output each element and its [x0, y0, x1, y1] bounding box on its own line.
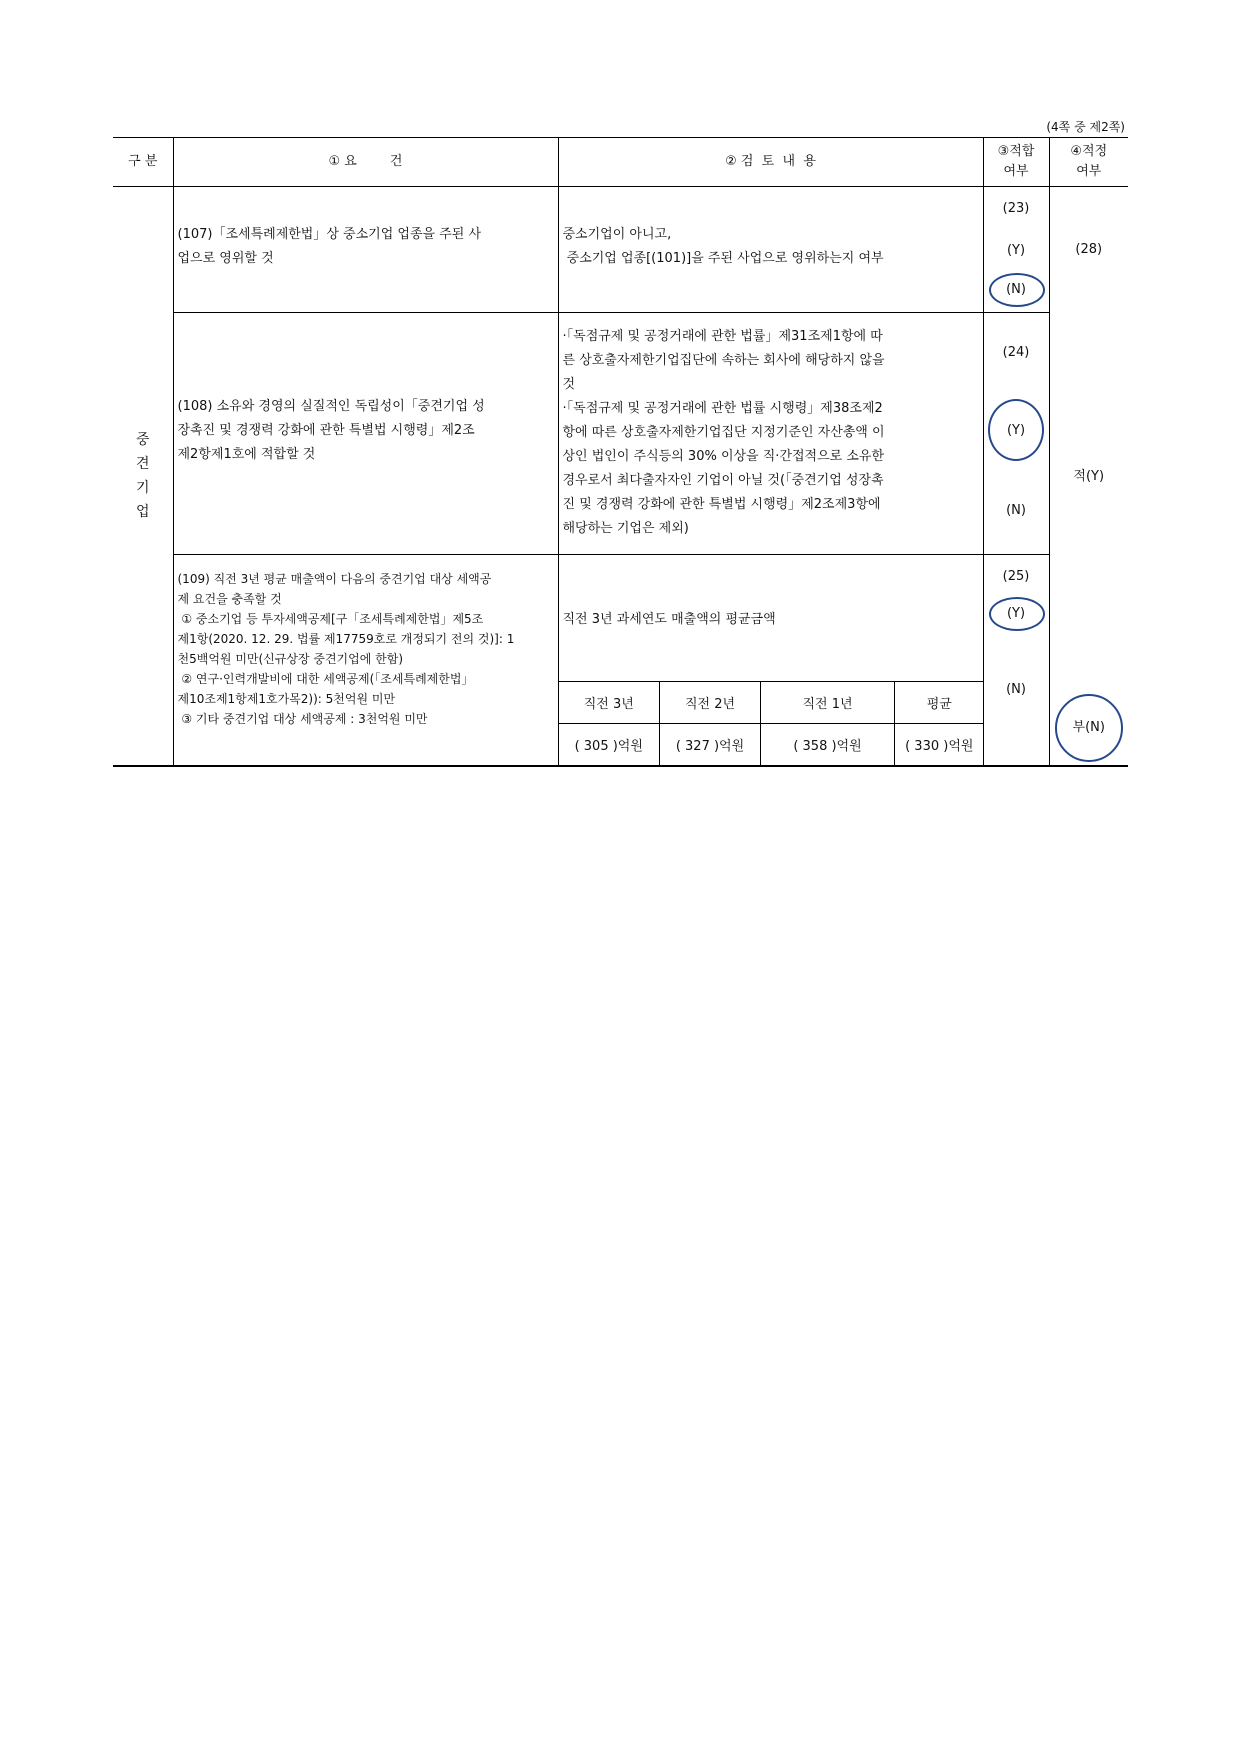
review-line: 항에 따른 상호출자제한기업집단 지정기준인 자산총액 이	[562, 425, 885, 440]
fit-no-option: (N)	[1006, 282, 1026, 297]
header-fit-line1: ③적합	[997, 144, 1035, 159]
sales-value: ( 330 )억원	[895, 723, 984, 765]
review-108	[558, 313, 983, 555]
requirement-109	[173, 555, 558, 767]
fit-number: (23)	[1002, 201, 1030, 216]
fit-number: (24)	[1002, 345, 1030, 360]
header-row	[113, 138, 1128, 187]
header-fit	[983, 138, 1049, 187]
requirement-107	[173, 187, 558, 313]
review-107	[558, 187, 983, 313]
review-line: ·「독점규제 및 공정거래에 관한 법률 시행령」제38조제2	[562, 401, 883, 416]
review-line: 중소기업 업종[(101)]을 주된 사업으로 영위하는지 여부	[562, 251, 884, 266]
header-proper-line2: 여부	[1076, 164, 1102, 179]
requirement-line: 제1항(2020. 12. 29. 법률 제17759호로 개정되기 전의 것)]: 1	[177, 632, 515, 646]
sales-header: 직전 1년	[761, 681, 895, 723]
review-line: 상인 법인이 주식등의 30% 이상을 직·간접적으로 소유한	[562, 449, 885, 464]
requirement-line: 제10조제1항제1호가목2)): 5천억원 미만	[177, 692, 396, 706]
category-char: 업	[135, 504, 150, 520]
header-requirement: ① 요 건	[173, 138, 558, 187]
review-109	[558, 555, 983, 767]
sales-value-row	[559, 723, 984, 765]
fit-yes: (Y)	[1006, 606, 1026, 621]
requirement-line: 업으로 영위할 것	[177, 251, 274, 266]
review-line: ·「독점규제 및 공정거래에 관한 법률」제31조제1항에 따	[562, 329, 883, 344]
requirement-line: 천5백억원 미만(신규상장 중견기업에 한함)	[177, 652, 404, 666]
requirement-line: (109) 직전 3년 평균 매출액이 다음의 중견기업 대상 세액공	[177, 572, 492, 586]
proper-yes: 적(Y)	[1073, 469, 1105, 484]
review-line: 경우로서 최다출자자인 기업이 아닐 것(「중견기업 성장촉	[562, 473, 884, 488]
requirement-line: ② 연구·인력개발비에 대한 세액공제(「조세특례제한법」	[177, 672, 474, 686]
requirement-line: (108) 소유와 경영의 실질적인 독립성이「중견기업 성	[177, 399, 485, 414]
review-text: 직전 3년 과세연도 매출액의 평균금액	[559, 555, 984, 681]
review-line: 른 상호출자제한기업집단에 속하는 회사에 해당하지 않을	[562, 353, 885, 368]
sales-table	[559, 555, 984, 765]
proper-number: (28)	[1075, 242, 1103, 257]
header-fit-line2: 여부	[1003, 164, 1029, 179]
requirement-line: ① 중소기업 등 투자세액공제[구「조세특례제한법」제5조	[177, 612, 484, 626]
sales-header: 평균	[895, 681, 984, 723]
sales-header: 직전 2년	[660, 681, 761, 723]
sales-value: ( 305 )억원	[559, 723, 660, 765]
fit-cell-109	[983, 555, 1049, 767]
sales-value: ( 327 )억원	[660, 723, 761, 765]
fit-number: (25)	[1002, 569, 1030, 584]
category-char: 중	[135, 432, 150, 448]
requirement-line: (107)「조세특례제한법」상 중소기업 업종을 주된 사	[177, 227, 482, 242]
sales-header-row	[559, 681, 984, 723]
sales-value: ( 358 )억원	[761, 723, 895, 765]
sales-header: 직전 3년	[559, 681, 660, 723]
header-proper	[1049, 138, 1128, 187]
review-table	[113, 137, 1128, 767]
header-review: ② 검 토 내 용	[558, 138, 983, 187]
requirement-line: 장촉진 및 경쟁력 강화에 관한 특별법 시행령」제2조	[177, 423, 475, 438]
row-107	[113, 187, 1128, 313]
requirement-line: 제2항제1호에 적합할 것	[177, 447, 316, 462]
fit-cell-107	[983, 187, 1049, 313]
review-line: 해당하는 기업은 제외)	[562, 521, 689, 536]
review-line: 중소기업이 아니고,	[562, 227, 672, 242]
requirement-108	[173, 313, 558, 555]
category-char: 기	[135, 480, 150, 496]
fit-no-option: (N)	[1006, 682, 1026, 697]
fit-yes: (Y)	[1006, 243, 1026, 258]
category-char: 견	[135, 456, 150, 472]
review-line: 진 및 경쟁력 강화에 관한 특별법 시행령」제2조제3항에	[562, 497, 881, 512]
fit-yes: (Y)	[1006, 423, 1026, 438]
review-line: 것	[562, 377, 576, 392]
category-cell	[113, 187, 173, 767]
requirement-line: 제 요건을 충족할 것	[177, 592, 282, 606]
fit-cell-108	[983, 313, 1049, 555]
row-108	[113, 313, 1128, 555]
header-proper-line1: ④적정	[1070, 144, 1108, 159]
header-category: 구 분	[113, 138, 173, 187]
row-109	[113, 555, 1128, 767]
proper-cell	[1049, 187, 1128, 767]
requirement-line: ③ 기타 중견기업 대상 세액공제 : 3천억원 미만	[177, 712, 428, 726]
proper-no: 부(N)	[1072, 720, 1105, 735]
page-label: (4쪽 중 제2쪽)	[1046, 120, 1125, 134]
fit-no-option: (N)	[1006, 503, 1026, 518]
